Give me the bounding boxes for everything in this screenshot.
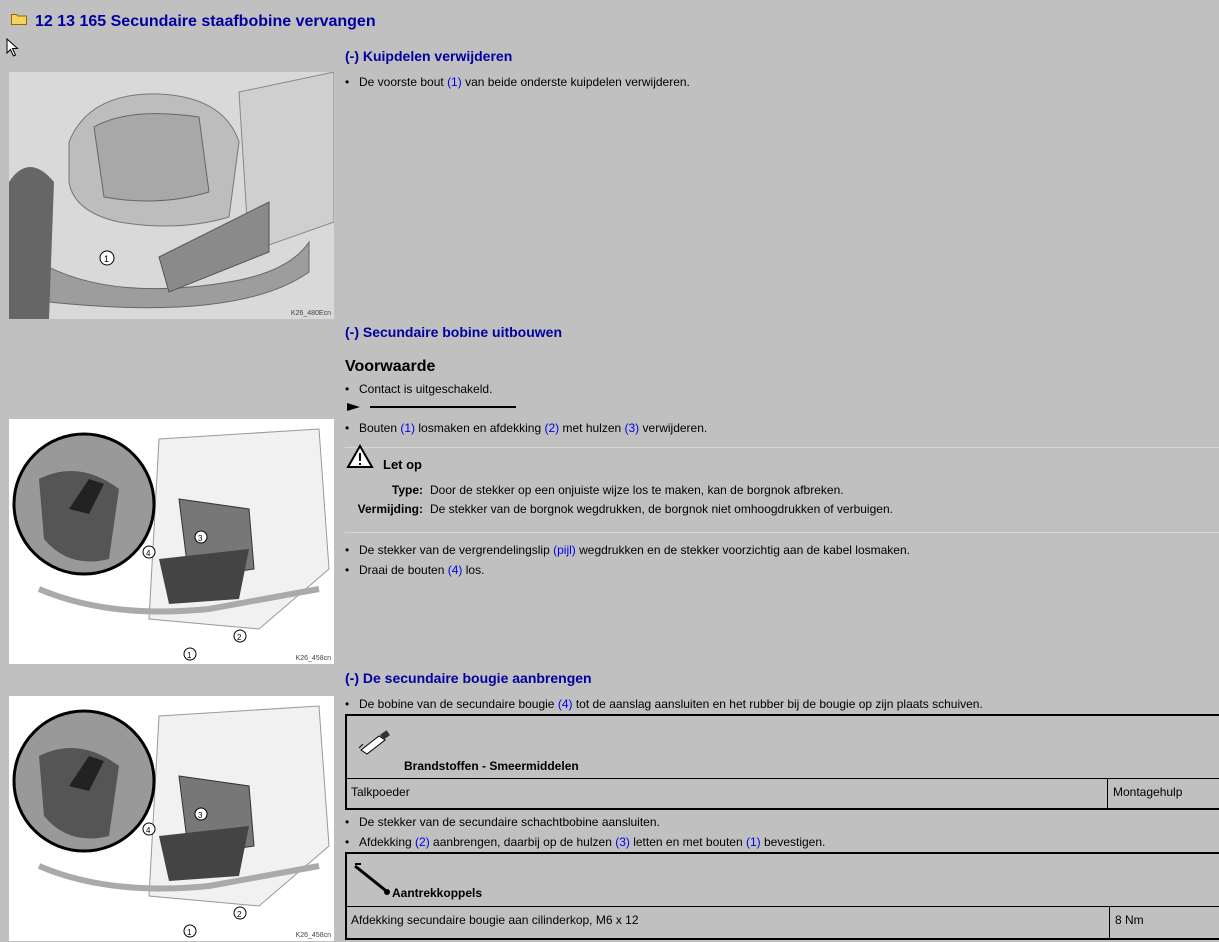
page-title: 12 13 165 Secundaire staafbobine vervangen — [35, 13, 376, 30]
warning-type-text: Door de stekker op een onjuiste wijze los te maken, kan de borgnok afbreken. — [430, 483, 844, 497]
torque-description-cell: Afdekking secundaire bougie aan cilinderkop, M6 x 12 — [351, 913, 639, 927]
warning-type-label: Type: — [391, 483, 423, 497]
svg-text:1: 1 — [187, 651, 192, 660]
warning-top-divider — [345, 447, 1219, 448]
folder-icon — [11, 12, 27, 25]
image-caption: K26_458cn — [295, 655, 331, 662]
warning-triangle-icon — [346, 444, 374, 472]
torque-value-cell: 8 Nm — [1115, 913, 1144, 927]
list-item: • De voorste bout (1) van beide onderste kuipdelen verwijderen. — [345, 75, 690, 89]
list-item: • De bobine van de secundaire bougie (4) tot de aanslag aansluiten en het rubber bij de bougie op zijn plaats schuiven. — [345, 697, 983, 711]
svg-text:1: 1 — [104, 254, 110, 264]
svg-text:4: 4 — [146, 549, 151, 558]
voorwaarde-heading: Voorwaarde — [345, 358, 436, 375]
list-item: • Afdekking (2) aanbrengen, daarbij op de hulzen (3) letten en met bouten (1) bevestigen. — [345, 835, 826, 849]
bougie-image — [9, 696, 334, 941]
lubricants-header: Brandstoffen - Smeermiddelen — [404, 759, 579, 773]
torque-header: Aantrekkoppels — [392, 886, 483, 900]
svg-text:3: 3 — [198, 811, 203, 820]
image-caption: K26_480Ecn — [290, 310, 331, 317]
mouse-pointer-icon — [6, 38, 20, 58]
warning-title: Let op — [383, 457, 422, 472]
svg-text:1: 1 — [187, 928, 192, 937]
section-heading-uitbouwen: (-) Secundaire bobine uitbouwen — [345, 324, 562, 340]
lubricant-usage-cell: Montagehulp — [1113, 785, 1183, 799]
section-heading-aanbrengen: (-) De secundaire bougie aanbrengen — [345, 670, 592, 686]
list-item: • Draai de bouten (4) los. — [345, 563, 485, 577]
lubricants-table — [345, 714, 1219, 810]
svg-text:3: 3 — [198, 534, 203, 543]
kuipdeel-image — [9, 72, 334, 319]
warning-avoid-label: Vermijding: — [357, 502, 423, 516]
list-item: • De stekker van de vergrendelingslip (pijl) wegdrukken en de stekker voorzichtig aan de kabel losmaken. — [345, 543, 910, 557]
bobine-image — [9, 419, 334, 664]
condition-item: • Contact is uitgeschakeld. — [345, 382, 493, 396]
torque-table — [345, 852, 1219, 940]
lubricant-name-cell: Talkpoeder — [351, 785, 410, 799]
torque-wrench-icon — [353, 862, 393, 899]
warning-avoid-text: De stekker van de borgnok wegdrukken, de borgnok niet omhoogdrukken of verbuigen. — [430, 502, 893, 516]
list-item: • Bouten (1) losmaken en afdekking (2) met hulzen (3) verwijderen. — [345, 421, 708, 435]
list-item: • De stekker van de secundaire schachtbobine aansluiten. — [345, 815, 660, 829]
svg-text:4: 4 — [146, 826, 151, 835]
svg-text:2: 2 — [237, 633, 242, 642]
warning-bottom-divider — [345, 532, 1219, 533]
section-heading-kuipdelen: (-) Kuipdelen verwijderen — [345, 48, 513, 64]
image-caption: K26_458cn — [295, 932, 331, 939]
svg-text:2: 2 — [237, 910, 242, 919]
condition-end-arrow-icon — [346, 401, 518, 416]
grease-tube-icon — [357, 726, 395, 759]
